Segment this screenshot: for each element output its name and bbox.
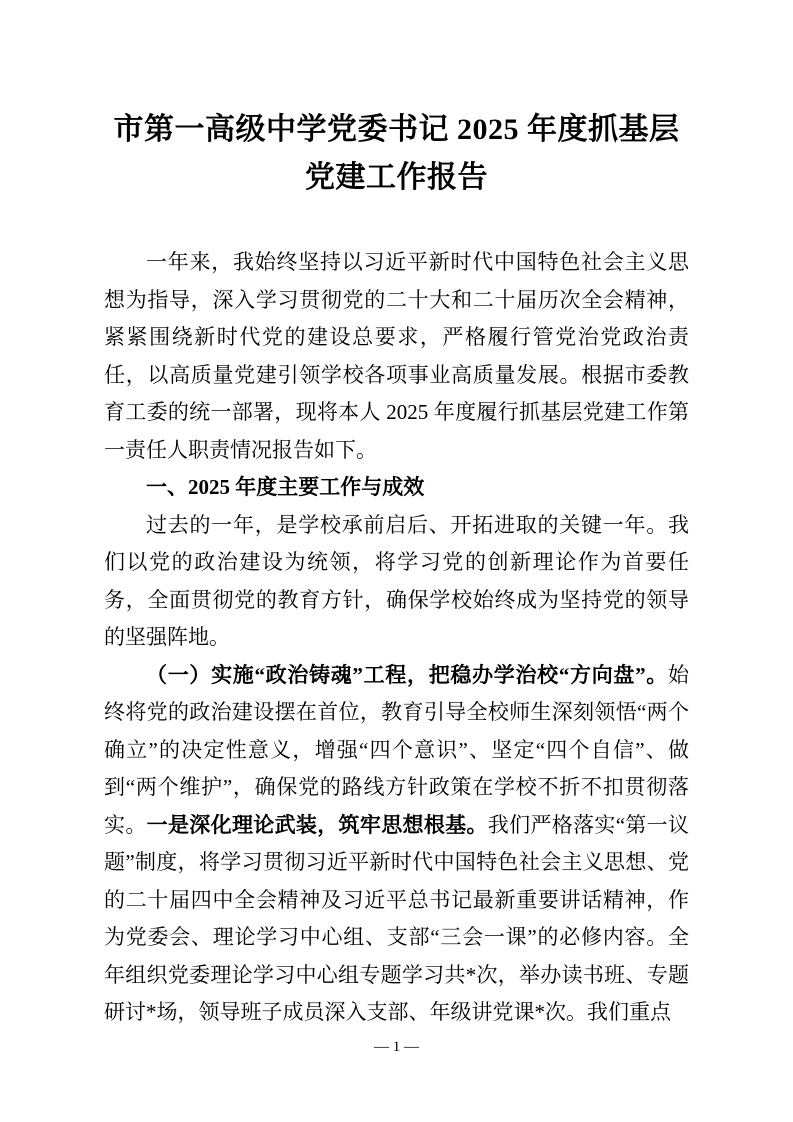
point-one-title-run: 一是深化理论武装，筑牢思想根基。 (146, 812, 488, 837)
page-number: — 1 — (374, 1039, 419, 1055)
detail-text-run-2: 我们严格落实“第一议题”制度，将学习贯彻习近平新时代中国特色社会主义思想、党的二十届四中全会精神及习近平总书记最新重要讲话精神，作为党委会、理论学习中心组、支部“三会一课”的必修内容。全年组织党委理论学习中心组专题学习共*次，举办读书班、专题研讨*场，领导班子成员深入支部、年级讲党课*次。我们重点 (104, 812, 690, 1024)
document-content (104, 106, 689, 1032)
paragraph-detail (104, 657, 689, 1032)
subsection-title-run: （一）实施“政治铸魂”工程，把稳办学治校“方向盘”。 (146, 662, 668, 687)
section-heading-1: 一、2025 年度主要工作与成效 (146, 475, 425, 499)
paragraph-overview: 过去的一年，是学校承前启后、开拓进取的关键一年。我们以党的政治建设为统领，将学习党的创新理论作为首要任务，全面贯彻党的教育方针，确保学校始终成为坚持党的领导的坚强阵地。 (104, 512, 689, 649)
paragraph-intro: 一年来，我始终坚持以习近平新时代中国特色社会主义思想为指导，深入学习贯彻党的二十大和二十届历次全会精神，紧紧围绕新时代党的建设总要求，严格履行管党治党政治责任，以高质量党建引领学校各项事业高质量发展。根据市委教育工委的统一部署，现将本人 2025 年度履行抓基层党建工作第一责任人职责情况报告如下。 (104, 250, 689, 462)
detail-text-run-1: 始终将党的政治建设摆在首位，教育引导全校师生深刻领悟“两个确立”的决定性意义，增强“四个意识”、坚定“四个自信”、做到“两个维护”，确保党的路线方针政策在学校不折不扣贯彻落实。 (104, 662, 689, 837)
document-title: 市第一高级中学党委书记 2025 年度抓基层党建工作报告 (113, 113, 680, 194)
